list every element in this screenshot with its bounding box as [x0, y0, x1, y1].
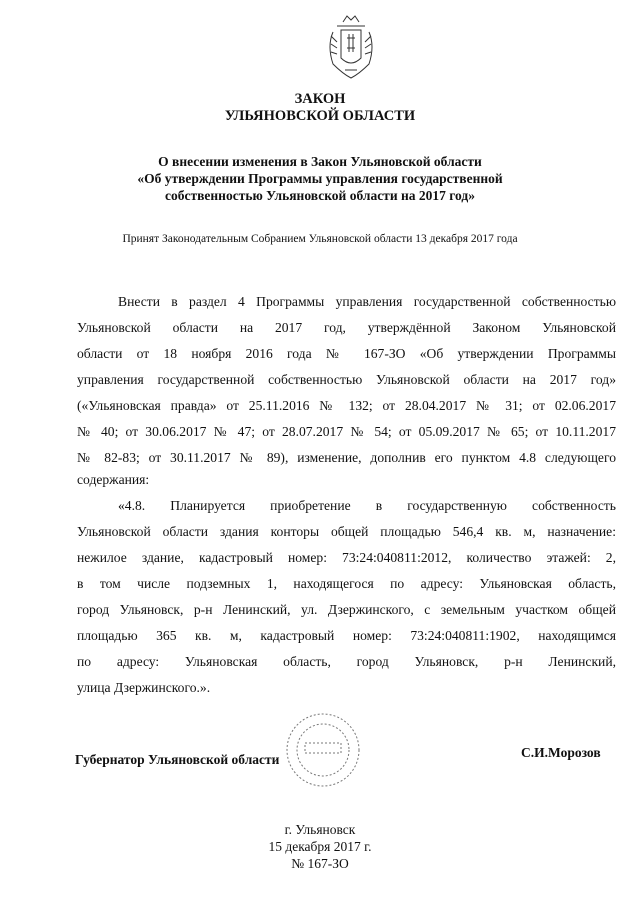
paragraph1-line: № 40; от 30.06.2017 № 47; от 28.07.2017 № 54; от 05.09.2017 № 65; от 10.11.2017 [77, 424, 616, 439]
paragraph1-line: Внести в раздел 4 Программы управления государственной собственностью [118, 294, 616, 309]
official-seal-icon [283, 710, 363, 790]
paragraph2-line: нежилое здание, кадастровый номер: 73:24:040811:2012, количество этажей: 2, [77, 550, 616, 565]
region-title: УЛЬЯНОВСКОЙ ОБЛАСТИ [224, 108, 416, 124]
paragraph2-line: Ульяновской области здания конторы общей площадью 546,4 кв. м, назначение: [77, 524, 616, 539]
paragraph2-line: город Ульяновск, р-н Ленинский, ул. Дзержинского, с земельным участком общей [77, 602, 616, 617]
paragraph1-line: содержания: [77, 472, 150, 487]
adoption-note: Принят Законодательным Собранием Ульяновской области 13 декабря 2017 года [122, 233, 518, 245]
paragraph1-line: области от 18 ноября 2016 года № 167-ЗО «Об утверждении Программы [77, 346, 616, 361]
paragraph2-line: «4.8. Планируется приобретение в государственную собственность [118, 498, 616, 513]
paragraph1-line: управления государственной собственностью Ульяновской области на 2017 год» [77, 372, 616, 387]
signer-position: Губернатор Ульяновской области [75, 752, 280, 767]
paragraph2-line: по адресу: Ульяновская область, город Ульяновск, р-н Ленинский, [77, 654, 616, 669]
paragraph2-line: в том числе подземных 1, находящегося по адресу: Ульяновская область, [77, 576, 616, 591]
heading-line-3: собственностью Ульяновской области на 2017 год» [165, 188, 475, 203]
footer-date: 15 декабря 2017 г. [268, 839, 372, 854]
footer-city: г. Ульяновск [284, 822, 356, 837]
signer-name: С.И.Морозов [521, 745, 601, 760]
paragraph1-line: («Ульяновская правда» от 25.11.2016 № 132; от 28.04.2017 № 31; от 02.06.2017 [77, 398, 616, 413]
law-title: ЗАКОН [294, 91, 346, 107]
footer-number: № 167-ЗО [291, 856, 349, 871]
heading-line-1: О внесении изменения в Закон Ульяновской области [158, 154, 482, 169]
paragraph2-line: площадью 365 кв. м, кадастровый номер: 73:24:040811:1902, находящимся [77, 628, 616, 643]
paragraph1-line: № 82-83; от 30.11.2017 № 89), изменение, дополнив его пунктом 4.8 следующего [77, 450, 616, 465]
paragraph2-line: улица Дзержинского.». [77, 680, 211, 695]
heading-line-2: «Об утверждении Программы управления государственной [137, 171, 503, 186]
paragraph1-line: Ульяновской области на 2017 год, утверждённой Законом Ульяновской [77, 320, 616, 335]
coat-of-arms-icon [323, 12, 379, 84]
